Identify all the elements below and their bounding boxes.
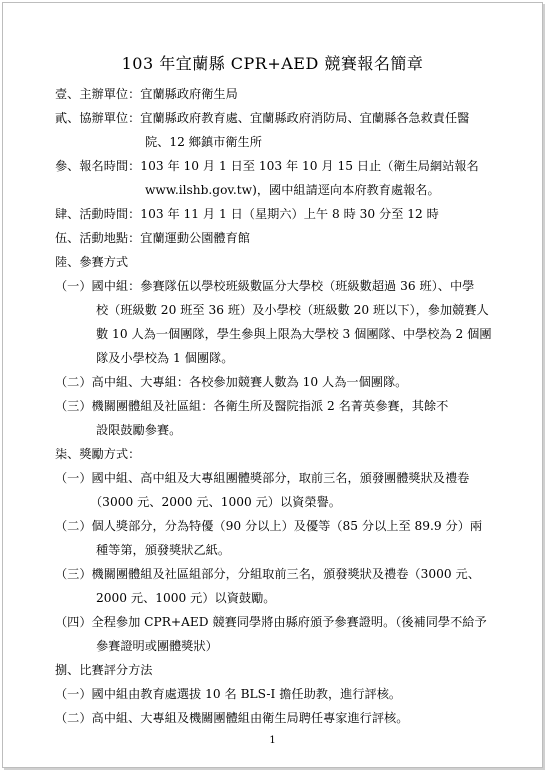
participation-item-1: （一）國中組：參賽隊伍以學校班級數區分大學校（班級數超過 36 班）、中學 xyxy=(55,279,475,293)
award-item-1-cont: （3000 元、2000 元、1000 元）以資榮譽。 xyxy=(90,495,341,509)
co-organizer-line-cont: 院、12 鄉鎮市衛生所 xyxy=(145,135,262,149)
participation-item-3-cont: 設限鼓勵參賽。 xyxy=(96,423,182,437)
page-number: 1 xyxy=(269,735,276,746)
document-page xyxy=(2,2,543,768)
section-heading-scoring: 捌、比賽評分方法 xyxy=(55,663,153,677)
award-item-2-cont: 種等第，頒發獎狀乙紙。 xyxy=(96,543,231,557)
document-title: 103 年宜蘭縣 CPR+AED 競賽報名簡章 xyxy=(121,54,424,73)
section-heading-awards: 柒、獎勵方式： xyxy=(55,447,141,461)
participation-item-2: （二）高中組、大專組：各校參加競賽人數為 10 人為一個團隊。 xyxy=(55,375,408,389)
registration-time-line: 參、報名時間：103 年 10 月 1 日至 103 年 10 月 15 日止（衛生局網站報名 xyxy=(55,159,479,173)
award-item-4: （四）全程參加 CPR+AED 競賽同學將由縣府頒予參賽證明。（後補同學不給予 xyxy=(55,615,487,629)
participation-item-3: （三）機關團體組及社區組：各衛生所及醫院指派 2 名菁英參賽，其餘不 xyxy=(55,399,449,413)
participation-item-1-cont: 校（班級數 20 班至 36 班）及小學校（班級數 20 班以下），參加競賽人 xyxy=(96,303,489,317)
scoring-item-2: （二）高中組、大專組及機關團體組由衛生局聘任專家進行評核。 xyxy=(55,711,409,725)
award-item-3: （三）機關團體組及社區組部分，分組取前三名，頒發獎狀及禮卷（3000 元、 xyxy=(55,567,480,581)
section-heading-participation: 陸、參賽方式 xyxy=(55,255,129,269)
registration-time-line-cont: www.ilshb.gov.tw)，國中組請逕向本府教育處報名。 xyxy=(145,183,440,197)
co-organizer-line: 貳、協辦單位：宜蘭縣政府教育處、宜蘭縣政府消防局、宜蘭縣各急救責任醫 xyxy=(55,111,470,125)
organizer-line: 壹、主辦單位：宜蘭縣政府衛生局 xyxy=(55,87,238,101)
event-time-line: 肆、活動時間：103 年 11 月 1 日（星期六）上午 8 時 30 分至 12 時 xyxy=(55,207,439,221)
event-location-line: 伍、活動地點：宜蘭運動公園體育館 xyxy=(55,231,250,245)
award-item-2: （二）個人獎部分，分為特優（90 分以上）及優等（85 分以上至 89.9 分）兩 xyxy=(55,519,483,533)
scoring-item-1: （一）國中組由教育處選拔 10 名 BLS-I 擔任助教，進行評核。 xyxy=(55,687,402,701)
award-item-1: （一）國中組、高中組及大專組團體獎部分，取前三名，頒發團體獎狀及禮卷 xyxy=(55,471,470,485)
award-item-4-cont: 參賽證明或團體獎狀） xyxy=(96,639,218,653)
participation-item-1-cont: 隊及小學校為 1 個團隊。 xyxy=(96,351,234,365)
participation-item-1-cont: 數 10 人為一個團隊，學生參與上限為大學校 3 個團隊、中學校為 2 個團 xyxy=(96,327,492,341)
award-item-3-cont: 2000 元、1000 元）以資鼓勵。 xyxy=(96,591,276,605)
